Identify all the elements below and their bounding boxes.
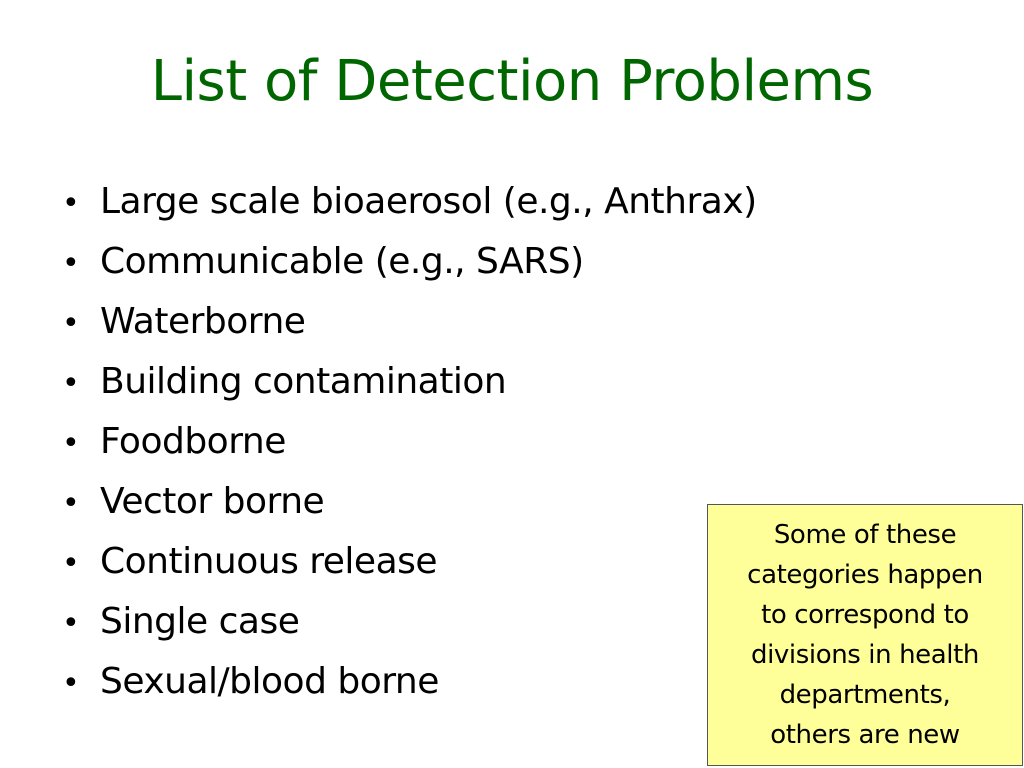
bullet-item [62,472,757,532]
bullet-text: Sexual/blood borne [100,661,439,702]
bullet-text: Large scale bioaerosol (e.g., Anthrax) [100,181,757,222]
bullet-icon: • [62,426,80,461]
bullet-icon: • [62,186,80,221]
bullet-text: Continuous release [100,541,438,582]
bullet-item [62,532,757,592]
bullet-item [62,412,757,472]
note-callout-box [707,504,1023,766]
slide-title: List of Detection Problems [150,49,874,114]
bullet-icon: • [62,546,80,581]
bullet-icon: • [62,366,80,401]
bullet-text: Communicable (e.g., SARS) [100,241,584,282]
bullet-icon: • [62,246,80,281]
bullet-icon: • [62,306,80,341]
bullet-text: Vector borne [100,481,325,522]
bullet-item [62,592,757,652]
bullet-text: Single case [100,601,300,642]
bullet-item [62,352,757,412]
bullet-text: Building contamination [100,361,507,402]
bullet-icon: • [62,606,80,641]
note-text: Some of these categories happen to correspond to divisions in health departments, others are new [747,520,983,750]
bullet-text: Foodborne [100,421,286,462]
bullet-item [62,172,757,232]
bullet-icon: • [62,666,80,701]
bullet-item [62,652,757,712]
bullet-item [62,292,757,352]
bullet-text: Waterborne [100,301,306,342]
bullet-item [62,232,757,292]
bullet-list [62,172,757,712]
bullet-icon: • [62,486,80,521]
